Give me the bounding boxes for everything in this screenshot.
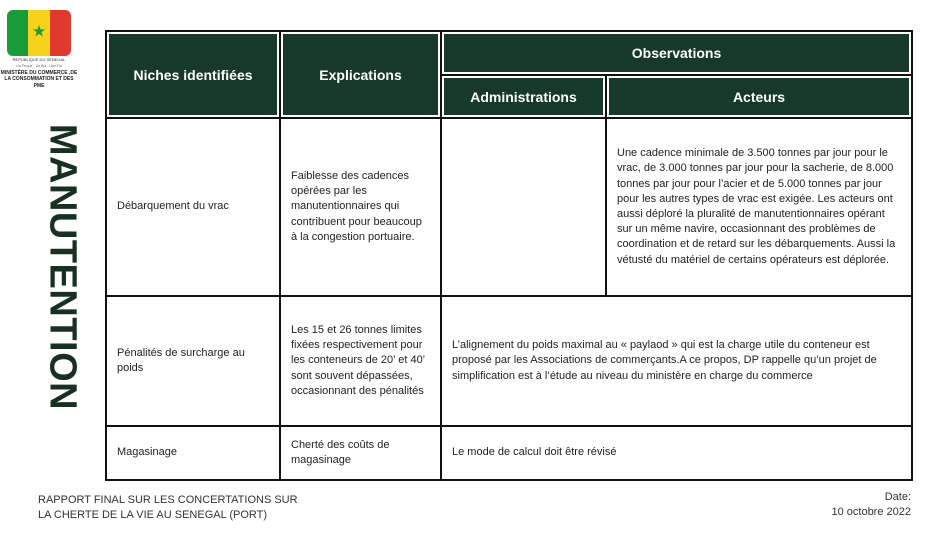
niches-table <box>105 30 913 481</box>
cell-explication: Les 15 et 26 tonnes limites fixées respectivement pour les conteneurs de 20’ et 40’ sont souvent dépassées, occasionnant des pénalités <box>280 296 441 426</box>
report-date <box>831 490 911 521</box>
cell-niche: Magasinage <box>106 426 280 480</box>
header-explications: Explications <box>280 31 441 118</box>
motto-label: Un Peuple - Un But - Une Foi <box>16 64 62 68</box>
star-icon: ★ <box>31 23 47 41</box>
cell-niche: Débarquement du vrac <box>106 118 280 296</box>
date-value: 10 octobre 2022 <box>831 506 911 519</box>
cell-explication: Faiblesse des cadences opérées par les manutentionnaires qui contribuent pour beaucoup à la congestion portuaire. <box>280 118 441 296</box>
cell-acteurs: Une cadence minimale de 3.500 tonnes par jour pour le vrac, de 3.000 tonnes par jour pour la sacherie, de 8.000 tonnes par jour pour l’acier et de 5.000 tonnes par jour pour les autres types de vrac est exigée. Les acteurs ont aussi déploré la pluralité de manutentionnaires opérant sur un même navire, occasionnant des problèmes de coordination et de retard sur les débarquements. Aussi la vétusté du matériel de certains opérateurs est déplorée. <box>606 118 912 296</box>
cell-observation: Le mode de calcul doit être révisé <box>441 426 912 480</box>
cell-niche: Pénalités de surcharge au poids <box>106 296 280 426</box>
header-niches: Niches identifiées <box>106 31 280 118</box>
report-title <box>38 493 298 523</box>
report-title-line1: RAPPORT FINAL SUR LES CONCERTATIONS SUR <box>38 494 298 506</box>
cell-observation: L’alignement du poids maximal au « paylaod » qui est la charge utile du conteneur est proposé par les Associations de commerçants.A ce propos, DP rappelle qu’un projet de simplification est à l’étude au niveau du ministère en charge du commerce <box>441 296 912 426</box>
senegal-flag-icon <box>7 10 71 56</box>
report-title-line2: LA CHERTE DE LA VIE AU SENEGAL (PORT) <box>38 508 268 521</box>
table-row <box>106 118 912 296</box>
cell-administrations <box>441 118 606 296</box>
header-administrations: Administrations <box>441 75 606 118</box>
table-row <box>106 426 912 480</box>
republic-label: REPUBLIQUE DU SENEGAL <box>12 57 66 62</box>
section-title-vertical: MANUTENTION <box>41 123 84 411</box>
table-row <box>106 296 912 426</box>
ministry-label: MINISTÈRE DU COMMERCE ,DE LA CONSOMMATION ET DES PME <box>0 70 78 89</box>
cell-explication: Cherté des coûts de magasinage <box>280 426 441 480</box>
date-label: Date: <box>884 491 911 503</box>
header-observations: Observations <box>441 31 912 75</box>
header-acteurs: Acteurs <box>606 75 912 118</box>
